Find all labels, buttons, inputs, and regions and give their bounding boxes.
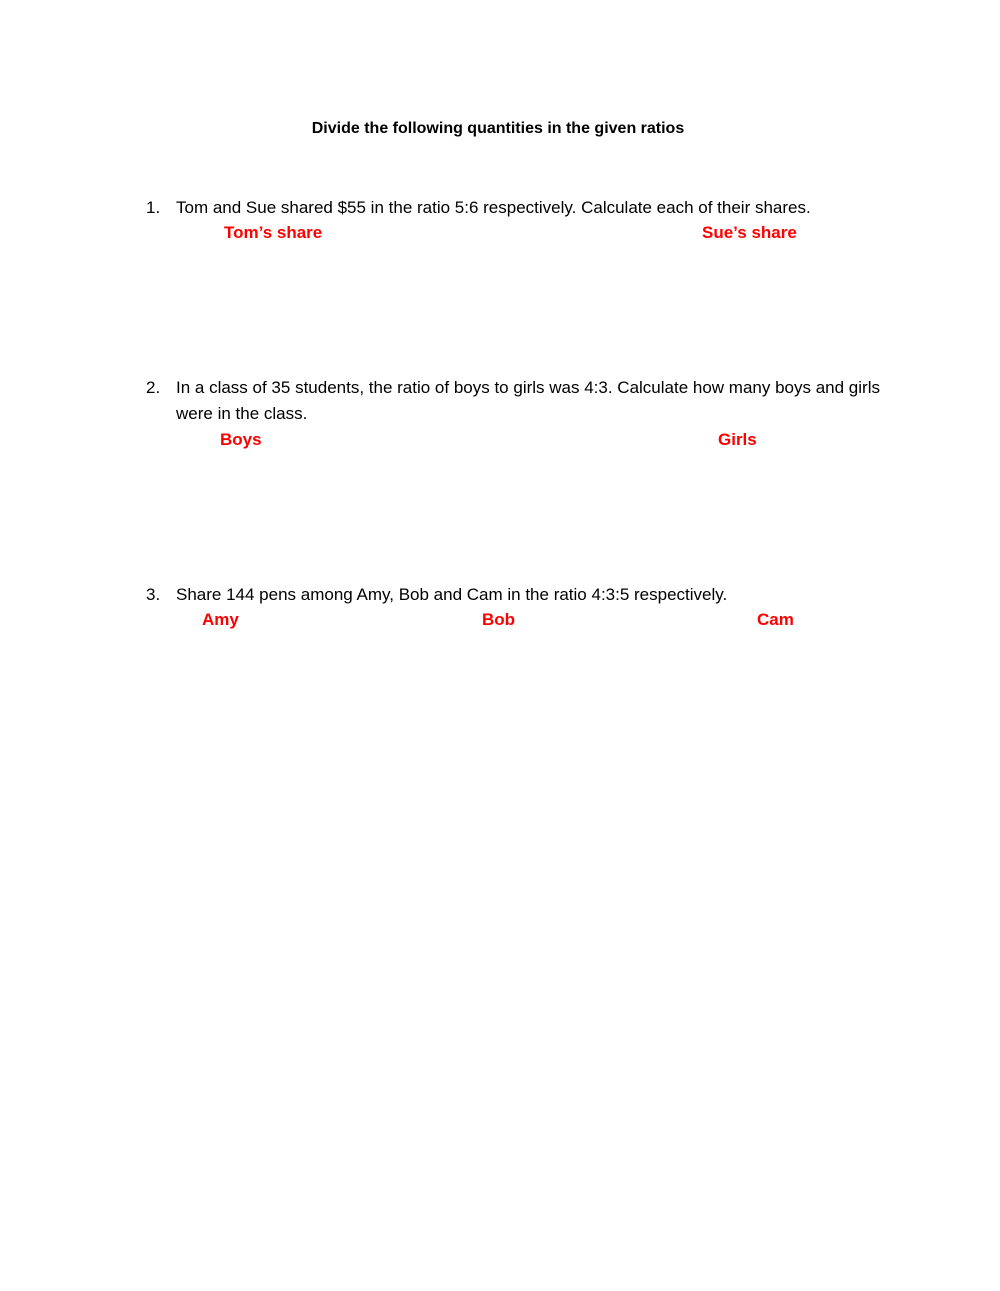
answer-label-sues-share: Sue’s share [702,223,797,242]
question-text: Tom and Sue shared $55 in the ratio 5:6 respectively. Calculate each of their shares. [176,198,811,217]
answer-label-boys: Boys [220,430,262,449]
page-title: Divide the following quantities in the given ratios [311,120,685,137]
question-number: 2. [146,378,161,397]
question-1 [146,195,886,221]
question-text: In a class of 35 students, the ratio of boys to girls was 4:3. Calculate how many boys and girls were in the class. [176,378,880,423]
question-text: Share 144 pens among Amy, Bob and Cam in the ratio 4:3:5 respectively. [176,585,728,604]
answer-label-amy: Amy [202,610,239,629]
answer-label-toms-share: Tom’s share [224,223,323,242]
answer-area-1[interactable] [146,250,886,370]
question-number: 1. [146,198,161,217]
answer-label-cam: Cam [757,610,794,629]
answer-label-bob: Bob [482,610,516,629]
question-number: 3. [146,585,161,604]
question-2 [146,375,886,427]
answer-label-girls: Girls [718,430,757,449]
answer-area-2[interactable] [146,457,886,577]
answer-area-3[interactable] [146,637,886,837]
question-3 [146,582,886,608]
